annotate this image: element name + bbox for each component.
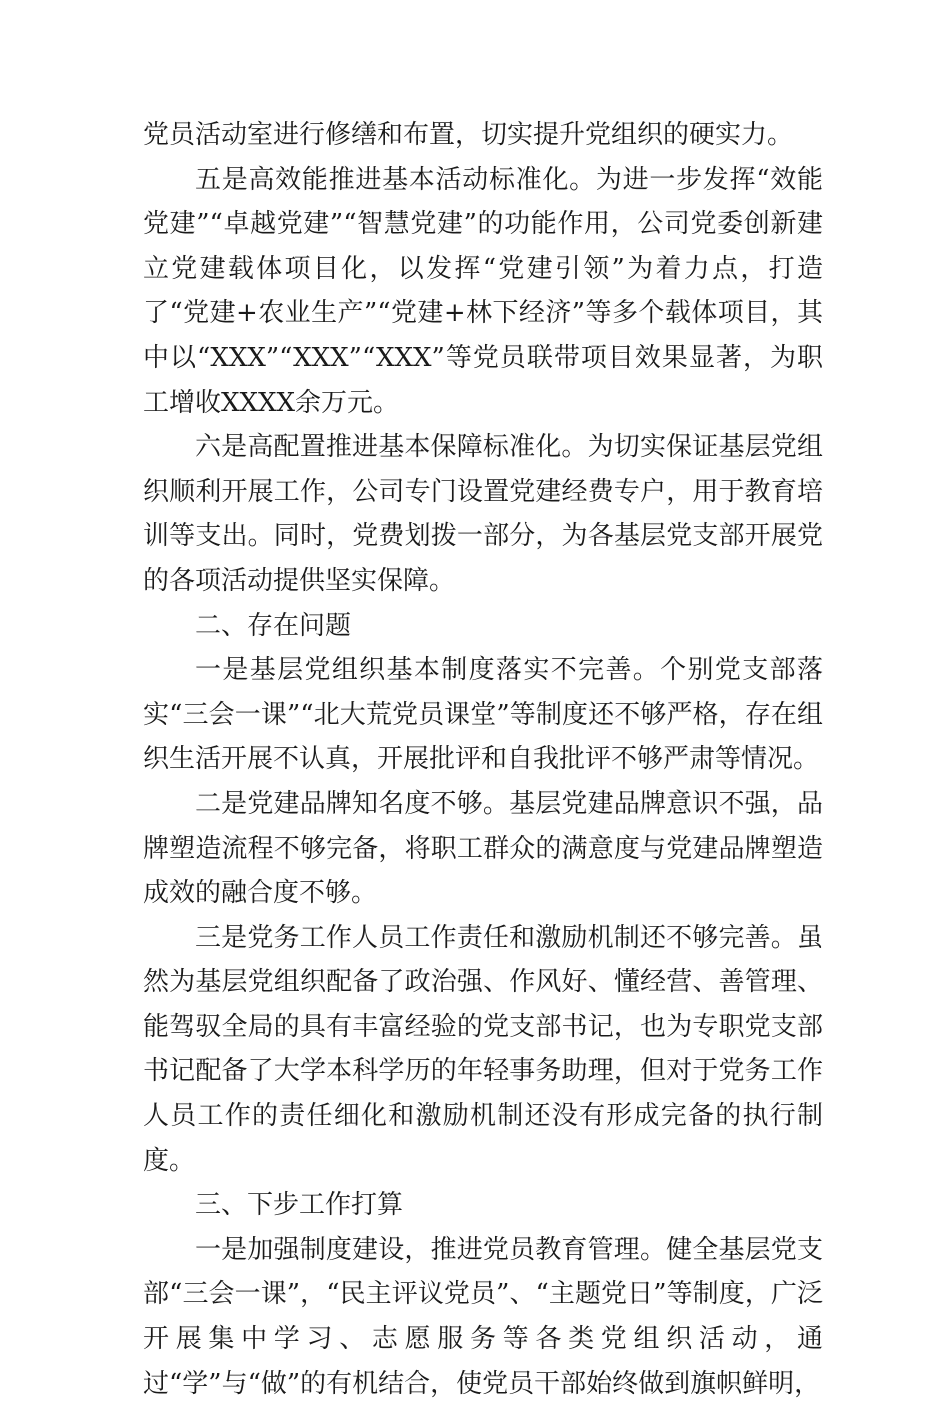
paragraph-item-six: 六是高配置推进基本保障标准化。为切实保证基层党组织顺利开展工作，公司专门设置党建经费专户，用于教育培训等支出。同时，党费划拨一部分，为各基层党支部开展党的各项活动提供坚实保障。 [143, 432, 823, 596]
paragraph-problem-one: 一是基层党组织基本制度落实不完善。个别党支部落实“三会一课”“北大荒党员课堂”等制度还不够严格，存在组织生活开展不认真，开展批评和自我批评不够严肃等情况。 [143, 655, 823, 775]
paragraph-problem-three: 三是党务工作人员工作责任和激励机制还不够完善。虽然为基层党组织配备了政治强、作风好、懂经营、善管理、能驾驭全局的具有丰富经验的党支部书记，也为专职党支部书记配备了大学本科学历的年轻事务助理，但对于党务工作人员工作的责任细化和激励机制还没有形成完备的执行制度。 [143, 922, 823, 1176]
paragraph-item-five: 五是高效能推进基本活动标准化。为进一步发挥“效能党建”“卓越党建”“智慧党建”的功能作用，公司党委创新建立党建载体项目化，以发挥“党建引领”为着力点，打造了“党建+农业生产”“党建+林下经济”等多个载体项目，其中以“XXX”“XXX”“XXX”等党员联带项目效果显著，为职工增收XXXX余万元。 [143, 164, 823, 418]
document-body [143, 113, 823, 1406]
section-heading-problems: 二、存在问题 [195, 610, 352, 641]
paragraph-plan-one: 一是加强制度建设，推进党员教育管理。健全基层党支部“三会一课”，“民主评议党员”、“主题党日”等制度，广泛开展集中学习、志愿服务等各类党组织活动，通过“学”与“做”的有机结合，使党员干部始终做到旗帜鲜明， [143, 1234, 823, 1399]
paragraph-continuation: 党员活动室进行修缮和布置，切实提升党组织的硬实力。 [143, 120, 794, 150]
section-heading-next-steps: 三、下步工作打算 [195, 1190, 404, 1221]
paragraph-problem-two: 二是党建品牌知名度不够。基层党建品牌意识不强，品牌塑造流程不够完备，将职工群众的满意度与党建品牌塑造成效的融合度不够。 [143, 788, 823, 909]
